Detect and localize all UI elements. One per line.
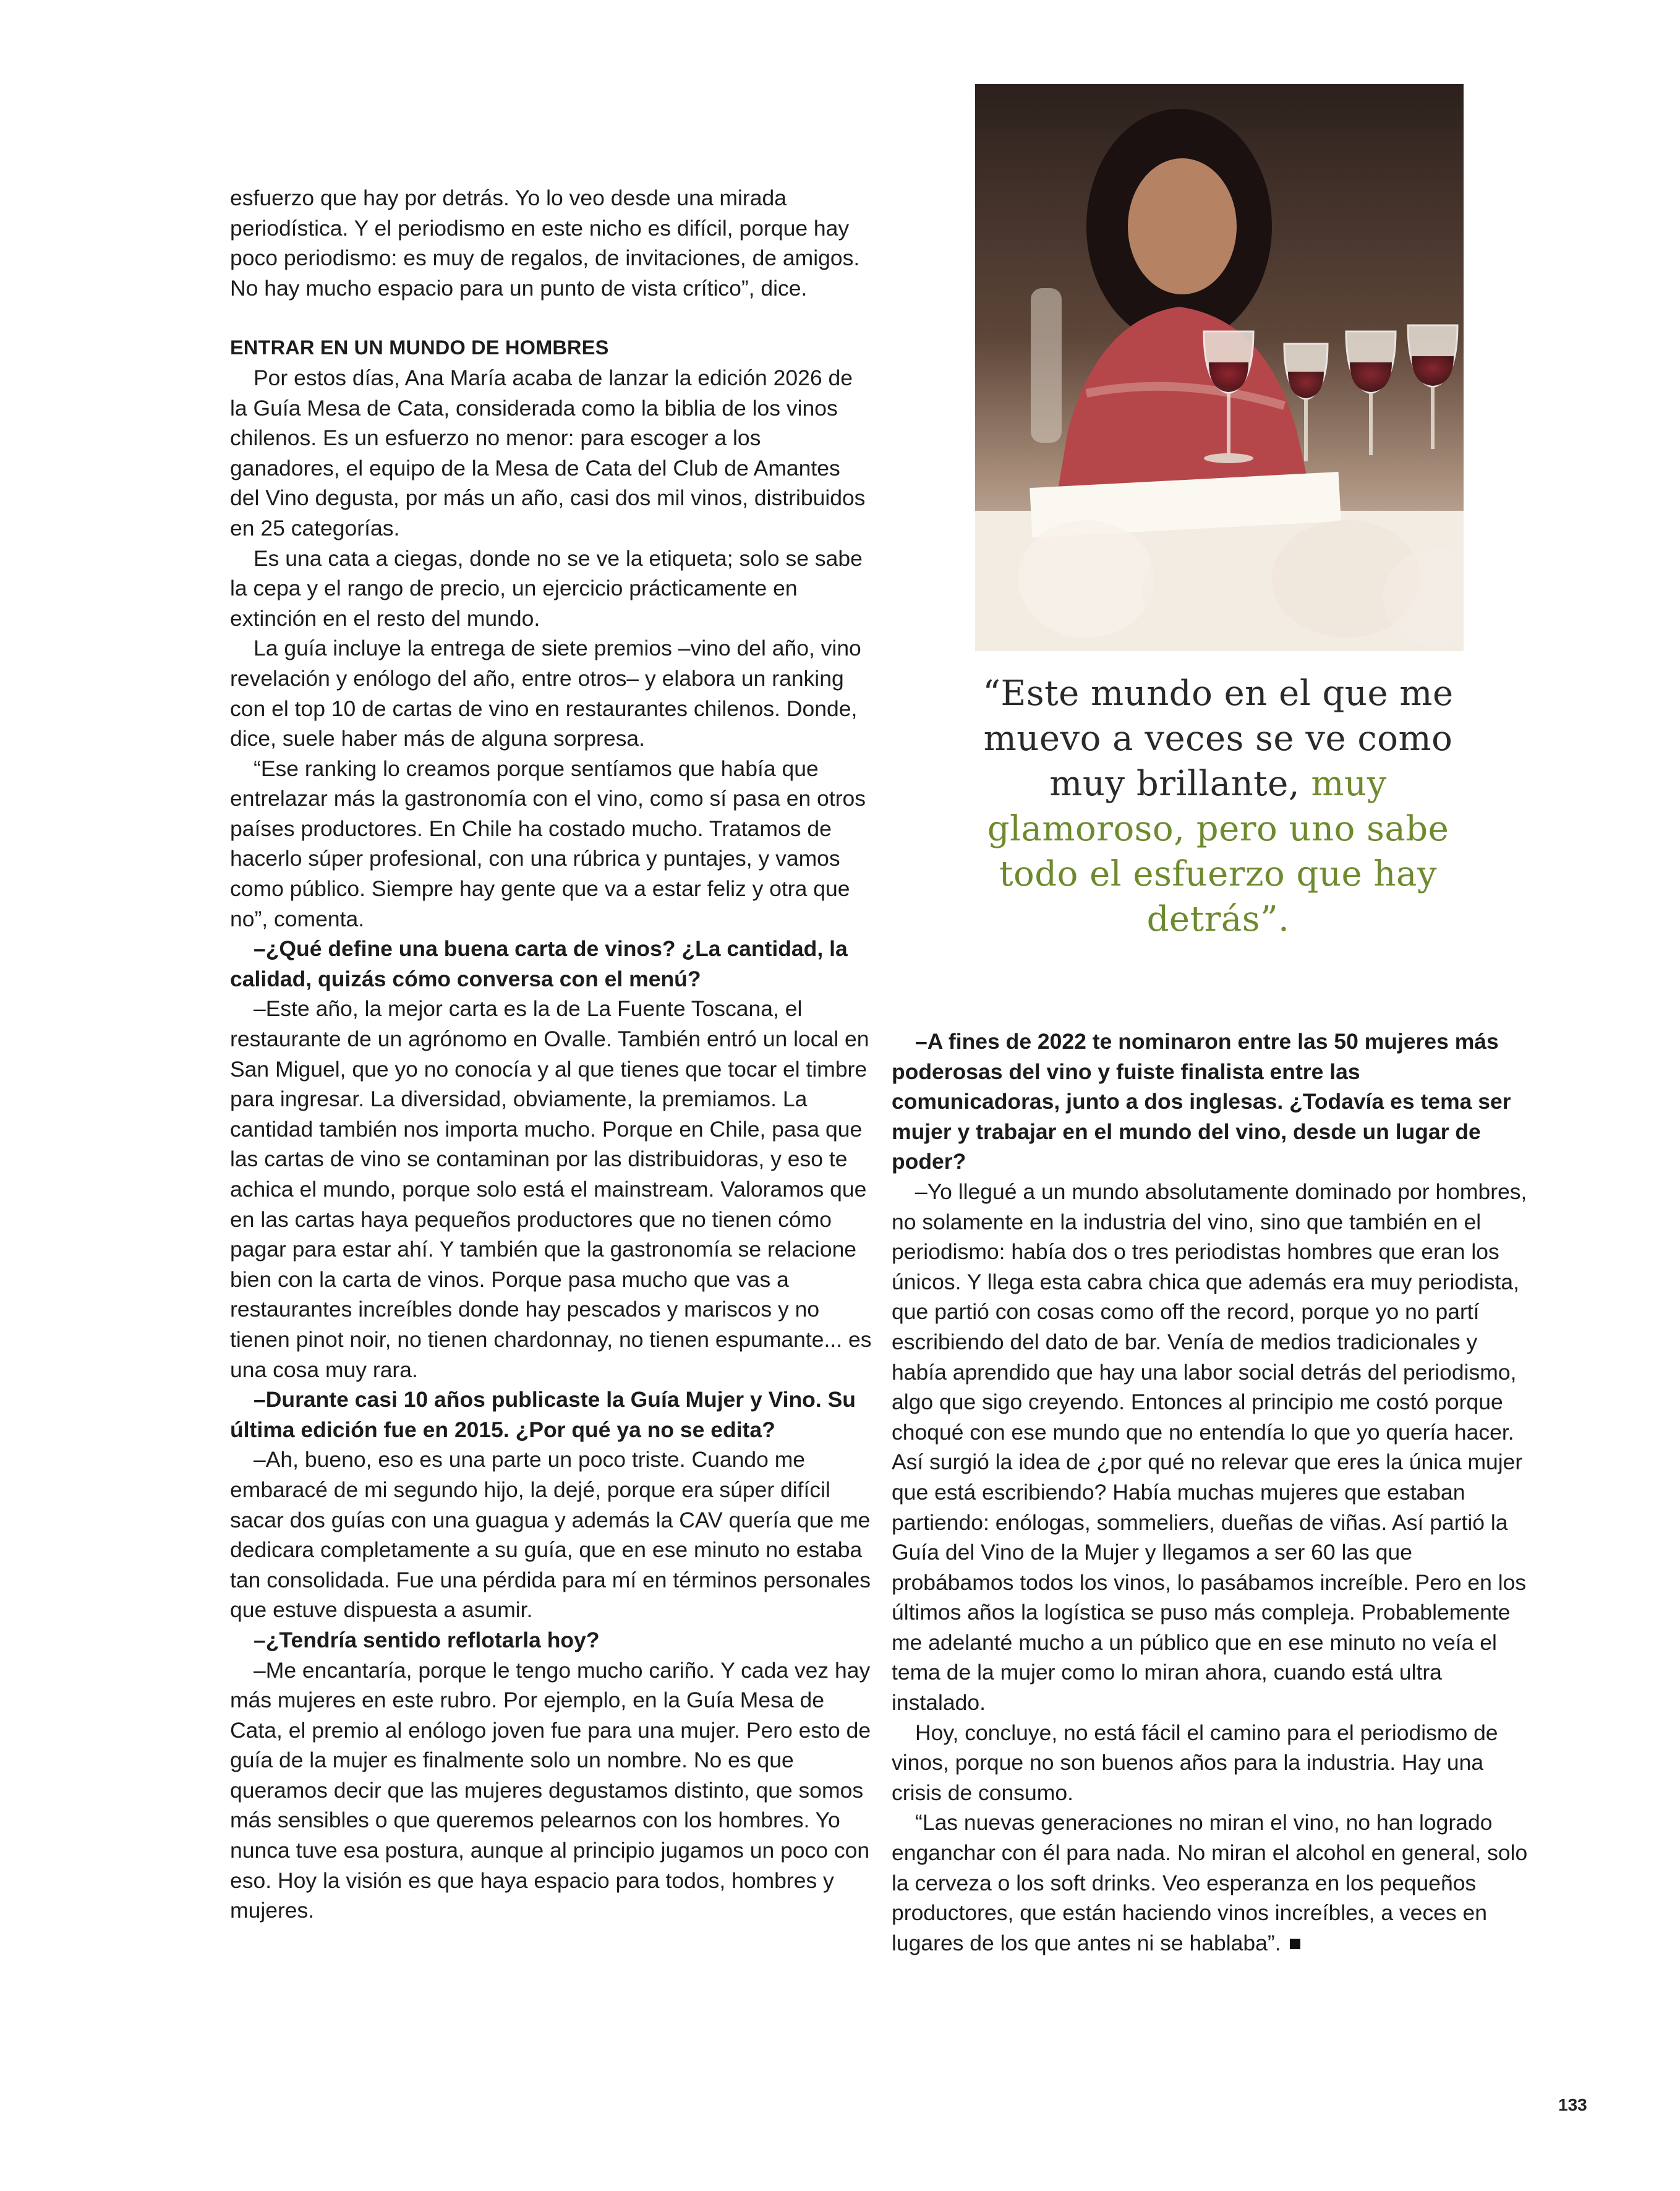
interview-question: –¿Tendría sentido reflotarla hoy? xyxy=(254,1627,600,1652)
wine-tasting-photo xyxy=(975,84,1464,651)
right-column xyxy=(892,1027,1529,1958)
interview-answer: –Este año, la mejor carta es la de La Fuente Toscana, el restaurante de un agrónomo en Ovalle. También entró un local en San Miguel, que yo no conocía y al que tienes que tocar el timbre para ingresar. La diversidad, obviamente, la premiamos. La cantidad también nos importa mucho. Porque en Chile, pasa que las cartas de vino se contaminan por las distribuidoras, y eso te achica el mundo, porque solo está el mainstream. Valoramos que en las cartas haya pequeños productores que no tienen cómo pagar para estar ahí. Y también que la gastronomía se relacione bien con la carta de vinos. Porque pasa mucho que vas a restaurantes increíbles donde hay pescados y mariscos y no tienen pinot noir, no tienen chardonnay, no tienen espumante... es una cosa muy rara. xyxy=(230,996,872,1382)
section-heading: ENTRAR EN UN MUNDO DE HOMBRES xyxy=(230,336,609,359)
pull-quote-accent-text: muy glamoroso, pero uno sabe todo el esfuerzo que hay detrás”. xyxy=(987,764,1449,939)
interview-answer: –Ah, bueno, eso es una parte un poco triste. Cuando me embaracé de mi segundo hijo, la dejé, porque era súper difícil sacar dos guías con una guagua y además la CAV quería que me dedicara completamente a su guía, que en ese minuto no estaba tan consolidada. Fue una pérdida para mí en términos personales que estuve dispuesta a asumir. xyxy=(230,1447,871,1623)
body-paragraph: La guía incluye la entrega de siete premios –vino del año, vino revelación y enólogo del año, entre otros– y elabora un ranking con el top 10 de cartas de vino en restaurantes chilenos. Donde, dice, suele haber más de alguna sorpresa. xyxy=(230,636,861,751)
closing-paragraph xyxy=(892,1808,1529,1958)
intro-paragraph: esfuerzo que hay por detrás. Yo lo veo desde una mirada periodística. Y el periodismo en este nicho es difícil, porque hay poco periodismo: es muy de regalos, de invitaciones, de amigos. No hay mucho espacio para un punto de vista crítico”, dice. xyxy=(230,186,860,301)
interview-answer: –Yo llegué a un mundo absolutamente dominado por hombres, no solamente en la industria del vino, sino que también en el periodismo: había dos o tres periodistas hombres que eran los únicos. Y llega esta cabra chica que además era muy periodista, que partió con cosas como off the record, porque yo no partí escribiendo del dato de bar. Venía de medios tradicionales y había aprendido que hay una labor social detrás del periodismo, algo que sigo creyendo. Entonces al principio me costó porque choqué con ese mundo que no entendía lo que yo quería hacer. Así surgió la idea de ¿por qué no relevar que eres la única mujer que está escribiendo? Había muchas mujeres que estaban partiendo: enólogas, sommeliers, dueñas de viñas. Así partió la Guía del Vino de la Mujer y llegamos a ser 60 las que probábamos todos los vinos, lo pasábamos increíble. Pero en los últimos años la logística se puso más compleja. Probablemente me adelanté mucho a un público que en ese minuto no veía el tema de la mujer como lo miran ahora, cuando está ultra instalado. xyxy=(892,1179,1527,1715)
interview-question: –Durante casi 10 años publicaste la Guía Mujer y Vino. Su última edición fue en 2015. ¿Por qué ya no se edita? xyxy=(230,1387,856,1442)
body-paragraph: Es una cata a ciegas, donde no se ve la etiqueta; solo se sabe la cepa y el rango de precio, un ejercicio prácticamente en extinción en el resto del mundo. xyxy=(230,545,863,631)
body-paragraph: “Ese ranking lo creamos porque sentíamos que había que entrelazar más la gastronomía con el vino, como sí pasa en otros países productores. En Chile ha costado mucho. Tratamos de hacerlo súper profesional, con una rúbrica y puntajes, y vamos como público. Siempre hay gente que va a estar feliz y otra que no”, comenta. xyxy=(230,756,866,931)
end-mark-icon xyxy=(1290,1939,1300,1949)
closing-text: “Las nuevas generaciones no miran el vino, no han logrado enganchar con él para nada. No miran el alcohol en general, solo la cerveza o los soft drinks. Veo esperanza en los pequeños productores, que están haciendo vinos increíbles, a veces en lugares de los que antes ni se hablaba”. xyxy=(892,1810,1528,1955)
pull-quote-text: “Este mundo en el que me muevo a veces se ve como muy brillante, xyxy=(983,673,1454,804)
photo-illustration xyxy=(975,84,1464,651)
pull-quote xyxy=(965,671,1472,942)
interview-question: –A fines de 2022 te nominaron entre las 50 mujeres más poderosas del vino y fuiste finalista entre las comunicadoras, junto a dos inglesas. ¿Todavía es tema ser mujer y trabajar en el mundo del vino, desde un lugar de poder? xyxy=(892,1029,1511,1174)
interview-answer: –Me encantaría, porque le tengo mucho cariño. Y cada vez hay más mujeres en este rubro. Por ejemplo, en la Guía Mesa de Cata, el premio al enólogo joven fue para una mujer. Pero esto de guía de la mujer es finalmente solo un nombre. No es que queramos decir que las mujeres degustamos distinto, que somos más sensibles o que queremos pelearnos con los hombres. Yo nunca tuve esa postura, aunque al principio jugamos un poco con eso. Hoy la visión es que haya espacio para todos, hombres y mujeres. xyxy=(230,1657,871,1923)
page-number: 133 xyxy=(1558,2095,1587,2114)
interview-question: –¿Qué define una buena carta de vinos? ¿La cantidad, la calidad, quizás cómo conversa con el menú? xyxy=(230,936,848,991)
body-paragraph: Por estos días, Ana María acaba de lanzar la edición 2026 de la Guía Mesa de Cata, considerada como la biblia de los vinos chilenos. Es un esfuerzo no menor: para escoger a los ganadores, el equipo de la Mesa de Cata del Club de Amantes del Vino degusta, por más un año, casi dos mil vinos, distribuidos en 25 categorías. xyxy=(230,365,866,540)
body-paragraph: Hoy, concluye, no está fácil el camino para el periodismo de vinos, porque no son buenos años para la industria. Hay una crisis de consumo. xyxy=(892,1720,1498,1805)
left-column xyxy=(230,183,873,1926)
